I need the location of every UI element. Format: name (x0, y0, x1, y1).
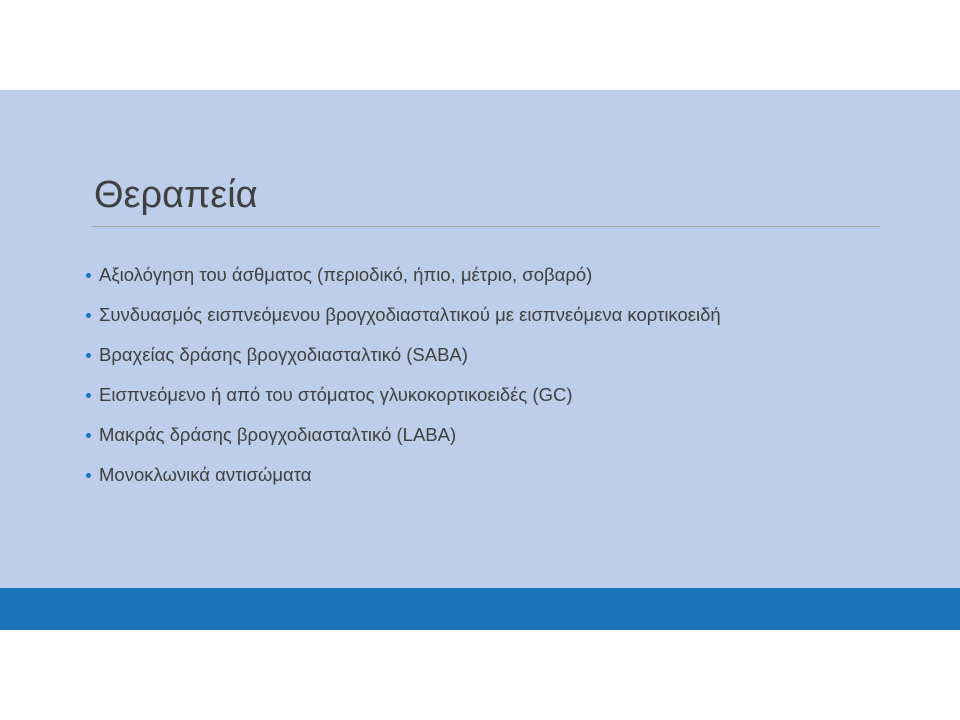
bullet-text: Αξιολόγηση του άσθματος (περιοδικό, ήπιο, μέτριο, σοβαρό) (99, 264, 593, 285)
list-item (86, 455, 886, 495)
list-item (86, 295, 886, 335)
bullet-dot-icon (86, 273, 91, 278)
bullet-list (86, 255, 886, 495)
list-item (86, 415, 886, 455)
list-item (86, 335, 886, 375)
bullet-text: Εισπνεόμενο ή από του στόματος γλυκοκορτικοειδές (GC) (99, 384, 573, 405)
bullet-text: Συνδυασμός εισπνεόμενου βρογχοδιασταλτικού με εισπνεόμενα κορτικοειδή (99, 304, 721, 325)
bullet-dot-icon (86, 473, 91, 478)
bullet-text: Βραχείας δράσης βρογχοδιασταλτικό (SABA) (99, 344, 468, 365)
bullet-text: Μακράς δράσης βρογχοδιασταλτικό (LABA) (99, 424, 457, 445)
bullet-dot-icon (86, 313, 91, 318)
list-item (86, 255, 886, 295)
bullet-dot-icon (86, 433, 91, 438)
bullet-dot-icon (86, 393, 91, 398)
title-divider (92, 226, 880, 227)
bullet-dot-icon (86, 353, 91, 358)
slide-footer-bar (0, 588, 960, 630)
list-item (86, 375, 886, 415)
slide-title: Θεραπεία (94, 174, 258, 216)
bullet-text: Μονοκλωνικά αντισώματα (99, 464, 312, 485)
